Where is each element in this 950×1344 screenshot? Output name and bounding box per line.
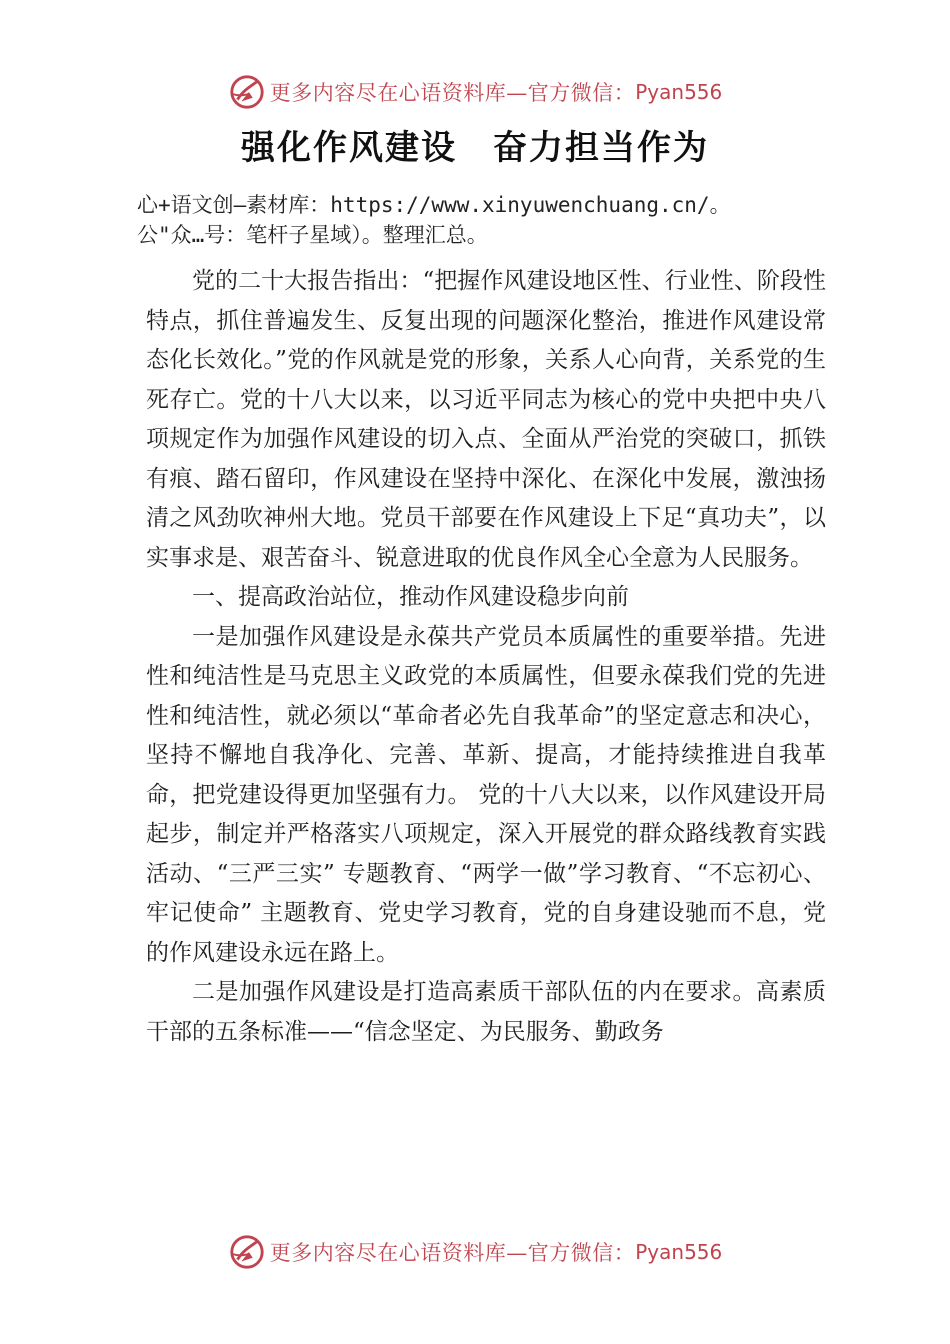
watermark-text: 更多内容尽在心语资料库—官方微信： [269, 1241, 636, 1265]
brand-logo-icon [228, 73, 266, 111]
source-note [137, 190, 837, 250]
wechat-id: Pyan556 [635, 1240, 723, 1264]
paragraph: 一是加强作风建设是永葆共产党员本质属性的重要举措。先进性和纯洁性是马克思主义政党的本质属性，但要永葆我们党的先进性和纯洁性，就必须以“革命者必先自我革命”的坚定意志和决心，坚持不懈地自我净化、完善、革新、提高，才能持续推进自我革命，把党建设得更加坚强有力。 党的十八大以来，以作风建设开局起步，制定并严格落实八项规定，深入开展党的群众路线教育实践活动、“三严三实” 专题教育、“两学一做”学习教育、“不忘初心、牢记使命” 主题教育、党史学习教育，党的自身建设驰而不息，党的作风建设永远在路上。 [146, 623, 826, 966]
wechat-id: Pyan556 [635, 80, 723, 104]
paragraph: 二是加强作风建设是打造高素质干部队伍的内在要求。高素质干部的五条标准——“信念坚定、为民服务、勤政务 [146, 979, 826, 1045]
watermark-banner-bottom [0, 1232, 950, 1272]
section-heading: 一、提高政治站位，推动作风建设稳步向前 [192, 584, 629, 610]
source-line: 心+语文创—素材库：https://www.xinyuwenchuang.cn/。 [137, 193, 731, 217]
brand-logo-icon [228, 1233, 266, 1271]
article-body [146, 262, 826, 1052]
source-line: 公"众…号：笔杆子星域）。整理汇总。 [137, 223, 488, 247]
watermark-banner-top [0, 72, 950, 112]
page-title: 强化作风建设 奋力担当作为 [241, 128, 709, 168]
watermark-text: 更多内容尽在心语资料库—官方微信： [269, 81, 636, 105]
paragraph: 党的二十大报告指出：“把握作风建设地区性、行业性、阶段性特点，抓住普遍发生、反复出现的问题深化整治，推进作风建设常态化长效化。”党的作风就是党的形象，关系人心向背，关系党的生死存亡。党的十八大以来，以习近平同志为核心的党中央把中央八项规定作为加强作风建设的切入点、全面从严治党的突破口，抓铁有痕、踏石留印，作风建设在坚持中深化、在深化中发展，激浊扬清之风劲吹神州大地。党员干部要在作风建设上下足“真功夫”，以实事求是、艰苦奋斗、锐意进取的优良作风全心全意为人民服务。 [146, 268, 826, 571]
